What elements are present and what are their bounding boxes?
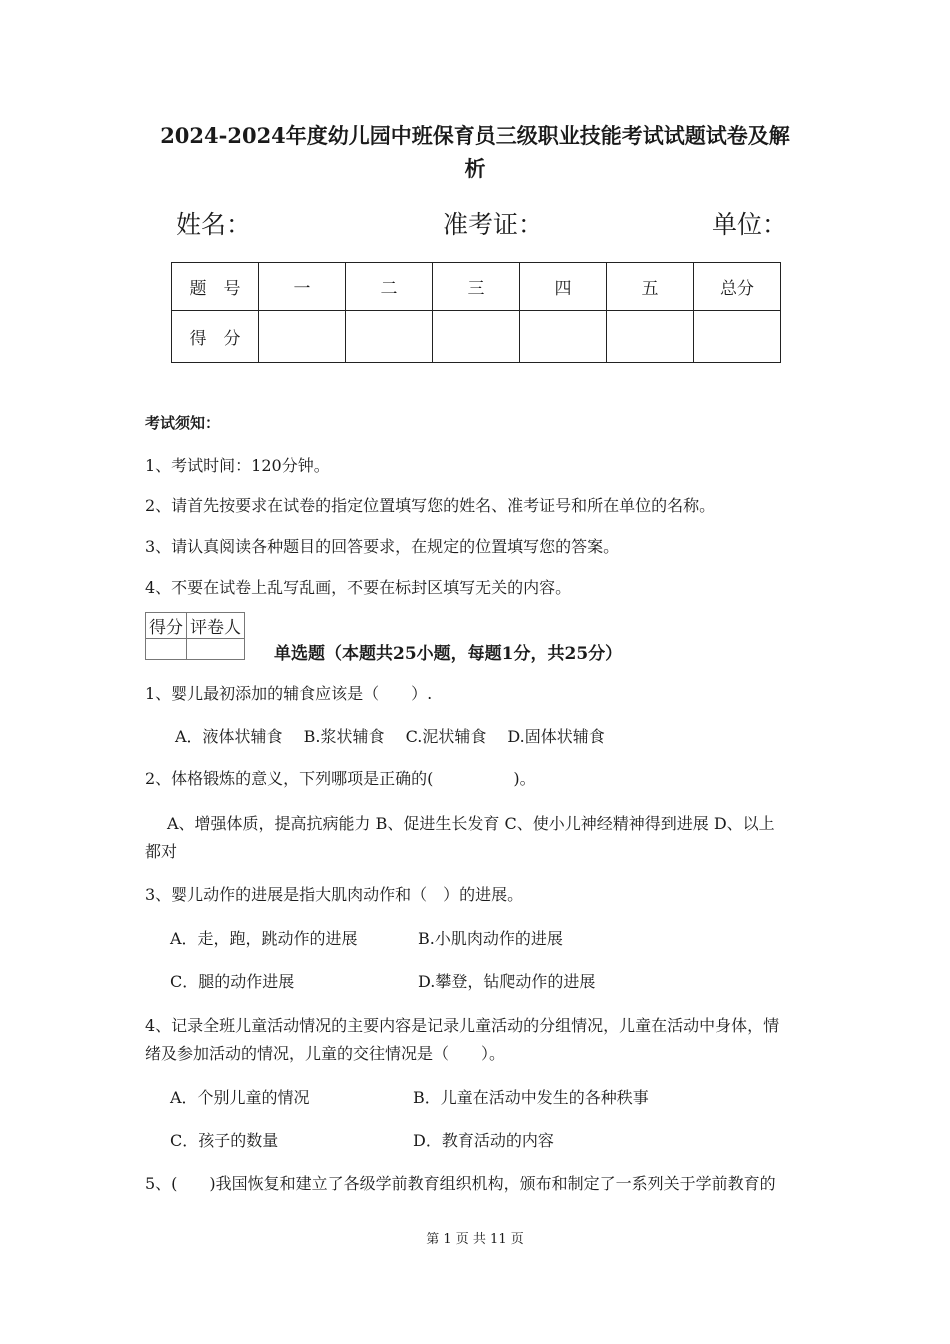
notice-item-4: 4、不要在试卷上乱写乱画，不要在标封区填写无关的内容。 — [145, 578, 572, 597]
score-cell-4 — [520, 311, 607, 363]
grader-score-cell — [146, 639, 187, 660]
score-table — [171, 262, 781, 363]
question-2-options-line1: A、增强体质，提高抗病能力 B、促进生长发育 C、使小儿神经精神得到进展 D、以上 — [167, 814, 775, 833]
unit-field-label: 单位： — [712, 210, 788, 239]
question-4-option-c: C．孩子的数量 — [170, 1131, 279, 1150]
header-part-5: 五 — [607, 263, 694, 311]
question-3: 3、婴儿动作的进展是指大肌肉动作和（ ）的进展。 — [145, 885, 524, 904]
grader-name-cell — [187, 639, 245, 660]
grader-table-header-row — [146, 613, 245, 639]
score-row-label: 得 分 — [172, 311, 259, 363]
question-3-option-a: A．走，跑，跳动作的进展 — [170, 929, 358, 948]
question-1: 1、婴儿最初添加的辅食应该是（ ）. — [145, 684, 433, 703]
document-title-line2: 析 — [464, 156, 486, 181]
document-title-line1: 2024-2024年度幼儿园中班保育员三级职业技能考试试题试卷及解 — [160, 123, 790, 148]
score-cell-3 — [433, 311, 520, 363]
grader-name-label: 评卷人 — [187, 613, 245, 639]
header-part-1: 一 — [259, 263, 346, 311]
question-3-option-c: C．腿的动作进展 — [170, 972, 295, 991]
section-title: 单选题（本题共25小题，每题1分，共25分） — [274, 644, 623, 664]
grader-score-label: 得分 — [146, 613, 187, 639]
notice-item-2: 2、请首先按要求在试卷的指定位置填写您的姓名、准考证号和所在单位的名称。 — [145, 496, 716, 515]
score-table-score-row — [172, 311, 781, 363]
grader-table-blank-row — [146, 639, 245, 660]
question-3-option-b: B.小肌肉动作的进展 — [418, 929, 563, 948]
question-1-options: A．液体状辅食 B.浆状辅食 C.泥状辅食 D.固体状辅食 — [175, 727, 605, 746]
notice-item-3: 3、请认真阅读各种题目的回答要求，在规定的位置填写您的答案。 — [145, 537, 620, 556]
question-4-option-d: D．教育活动的内容 — [413, 1131, 554, 1150]
notice-item-1: 1、考试时间：120分钟。 — [145, 456, 330, 475]
question-4-option-b: B．儿童在活动中发生的各种秩事 — [413, 1088, 649, 1107]
score-cell-1 — [259, 311, 346, 363]
header-part-4: 四 — [520, 263, 607, 311]
page-footer: 第 1 页 共 11 页 — [426, 1232, 524, 1247]
header-total: 总分 — [694, 263, 781, 311]
score-cell-5 — [607, 311, 694, 363]
score-cell-total — [694, 311, 781, 363]
question-2: 2、体格锻炼的意义，下列哪项是正确的( )。 — [145, 769, 536, 788]
score-table-header-row — [172, 263, 781, 311]
grader-table — [145, 612, 245, 660]
score-cell-2 — [346, 311, 433, 363]
header-question-number: 题 号 — [172, 263, 259, 311]
exam-number-field-label: 准考证： — [443, 210, 544, 239]
question-3-option-d: D.攀登，钻爬动作的进展 — [418, 972, 596, 991]
question-4-option-a: A．个别儿童的情况 — [170, 1088, 310, 1107]
name-field-label: 姓名： — [176, 210, 252, 239]
question-5: 5、( )我国恢复和建立了各级学前教育组织机构，颁布和制定了一系列关于学前教育的 — [145, 1174, 776, 1193]
header-part-3: 三 — [433, 263, 520, 311]
header-part-2: 二 — [346, 263, 433, 311]
question-4-line2: 绪及参加活动的情况，儿童的交往情况是（ ）。 — [145, 1044, 506, 1063]
question-2-options-line2: 都对 — [145, 842, 178, 861]
notice-heading: 考试须知： — [145, 414, 221, 432]
question-4-line1: 4、记录全班儿童活动情况的主要内容是记录儿童活动的分组情况，儿童在活动中身体，情 — [145, 1016, 780, 1035]
